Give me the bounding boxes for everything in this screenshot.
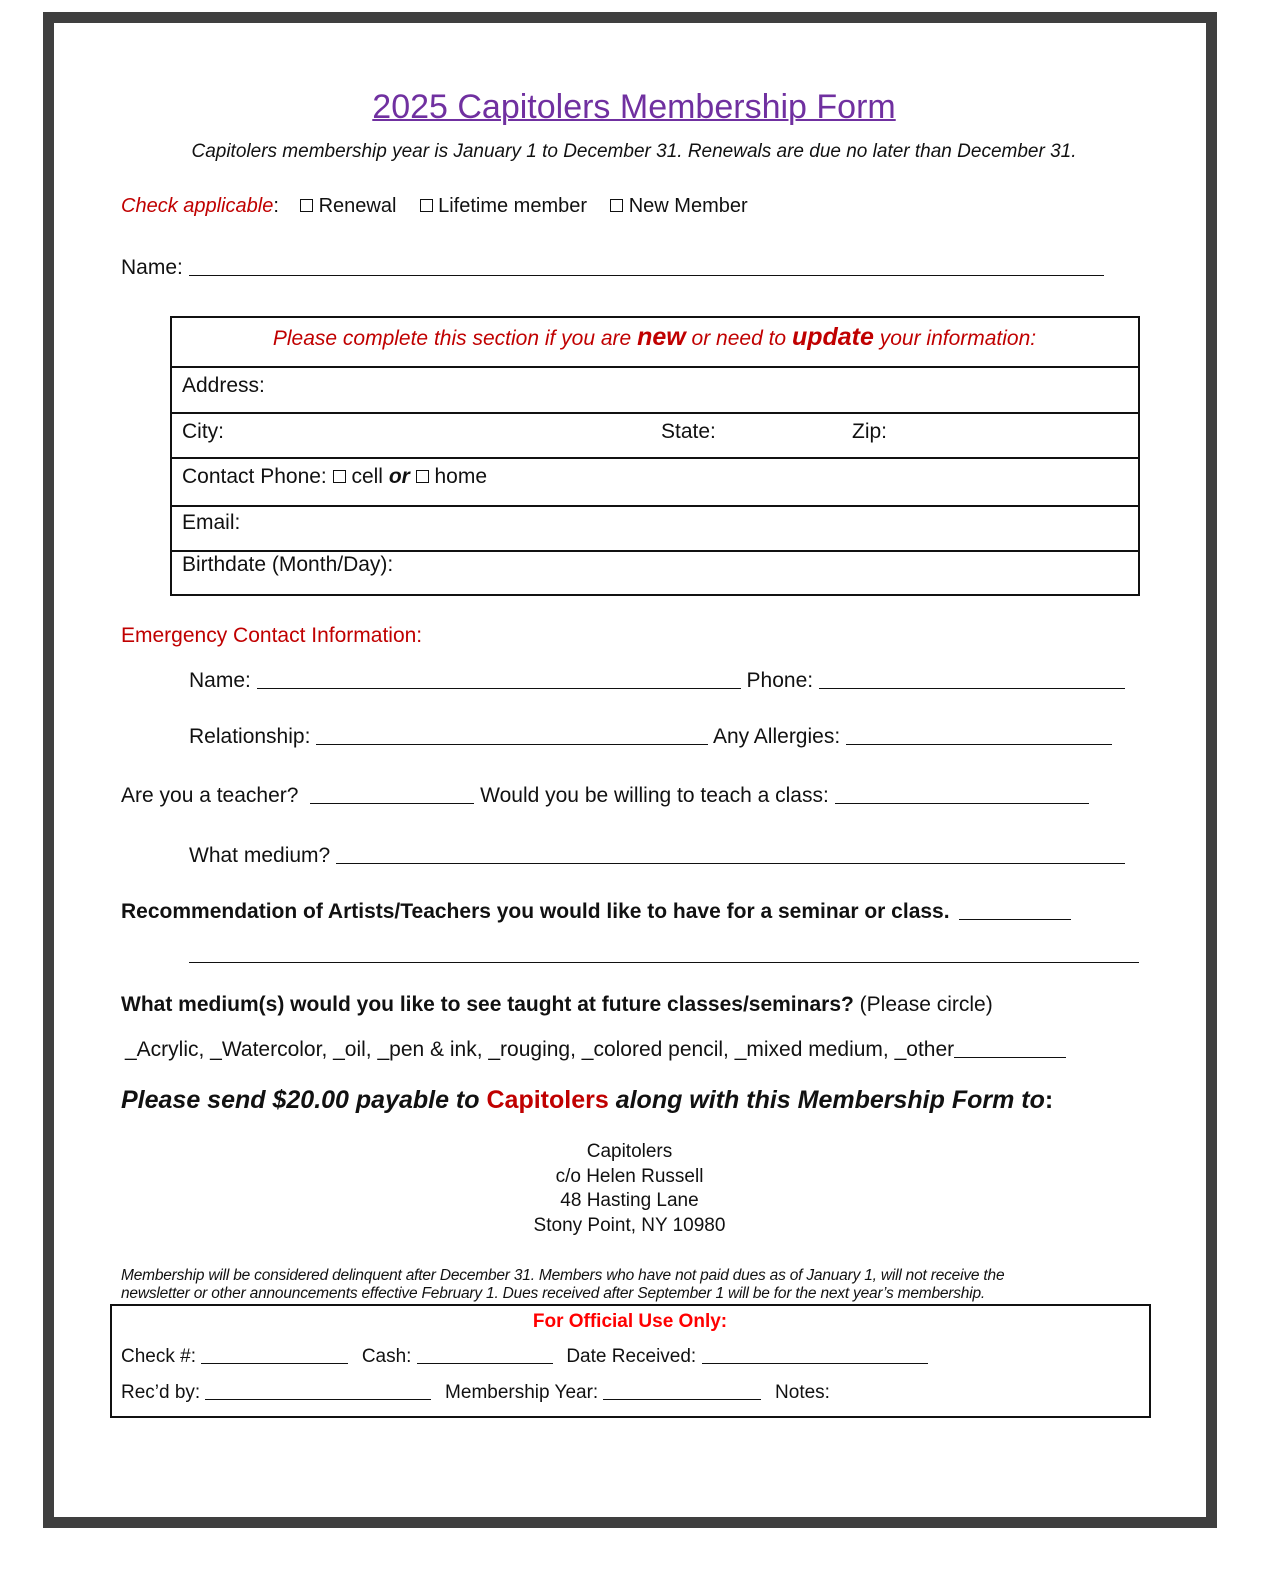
future-medium-note: (Please circle): [859, 993, 993, 1016]
emergency-phone-label: Phone:: [746, 669, 814, 692]
address-line-3: 48 Hasting Lane: [560, 1190, 699, 1211]
date-received-label: Date Received:: [566, 1346, 697, 1367]
birthdate-label: Birthdate (Month/Day):: [182, 553, 394, 576]
check-number-field[interactable]: [201, 1363, 348, 1364]
address-line-1: Capitolers: [586, 1141, 673, 1162]
new-emphasis: new: [637, 323, 686, 351]
official-heading: For Official Use Only:: [532, 1311, 728, 1332]
recommendation-field[interactable]: [959, 919, 1071, 920]
medium-field[interactable]: [336, 863, 1125, 864]
home-checkbox[interactable]: [416, 470, 429, 483]
address-line-2: c/o Helen Russell: [555, 1165, 704, 1187]
email-row[interactable]: [172, 505, 1138, 550]
allergies-label: Any Allergies:: [712, 725, 841, 748]
name-field[interactable]: [189, 275, 1104, 276]
check-number-label: Check #:: [121, 1346, 196, 1367]
teacher-row: [121, 784, 1089, 808]
other-field[interactable]: [954, 1057, 1066, 1058]
contact-phone-row[interactable]: [172, 457, 1138, 505]
recd-by-field[interactable]: [205, 1399, 431, 1400]
birthdate-row[interactable]: [172, 550, 1138, 594]
emergency-name-row: [189, 669, 1125, 693]
medium-row: [189, 844, 1125, 868]
city-label: City:: [182, 420, 224, 443]
date-received-field[interactable]: [702, 1363, 928, 1364]
form-title: 2025 Capitolers Membership Form: [372, 88, 896, 126]
relationship-label: Relationship:: [189, 725, 311, 748]
teacher-field[interactable]: [310, 803, 474, 804]
delinquent-note-line1: Membership will be considered delinquent after December 31. Members who have not paid dues as of January 1, will not receive the: [121, 1267, 1005, 1284]
info-section-box: [170, 316, 1140, 596]
email-label: Email:: [182, 511, 241, 534]
medium-question: What medium?: [189, 844, 331, 867]
official-row-1: [121, 1346, 928, 1368]
home-label: home: [434, 465, 488, 488]
check-applicable-label: Check applicable: [121, 195, 274, 217]
cell-label: cell: [351, 465, 383, 488]
emergency-name-label: Name:: [189, 669, 251, 692]
info-section-header: Please complete this section if you are new or need to update your information:: [272, 323, 1037, 351]
lifetime-member-label: Lifetime member: [438, 195, 588, 217]
or-label: or: [388, 465, 410, 488]
future-medium-options-row: [125, 1038, 1066, 1062]
emergency-phone-field[interactable]: [819, 688, 1125, 689]
contact-phone-label: Contact Phone:: [182, 465, 327, 488]
membership-year-label: Membership Year:: [445, 1382, 599, 1403]
relationship-row: [189, 725, 1112, 749]
recommendation-label: Recommendation of Artists/Teachers you would like to have for a seminar or class.: [121, 900, 950, 923]
relationship-field[interactable]: [316, 744, 708, 745]
future-medium-question: What medium(s) would you like to see taught at future classes/seminars?: [121, 993, 854, 1016]
name-label: Name:: [121, 256, 183, 279]
new-member-label: New Member: [628, 195, 748, 217]
address-label: Address:: [182, 374, 265, 397]
cash-field[interactable]: [417, 1363, 553, 1364]
recommendation-row: [121, 900, 1071, 924]
teacher-question: Are you a teacher?: [121, 784, 299, 807]
state-label: State:: [661, 420, 716, 443]
cell-checkbox[interactable]: [333, 470, 346, 483]
city-row[interactable]: [172, 412, 1138, 457]
payee-name: Capitolers: [486, 1086, 609, 1114]
new-member-checkbox[interactable]: [610, 199, 623, 212]
cash-label: Cash:: [361, 1346, 412, 1367]
contact-phone-group: [182, 465, 487, 489]
emergency-heading: Emergency Contact Information:: [121, 624, 423, 647]
official-row-2: [121, 1382, 830, 1404]
delinquent-note-line2: newsletter or other announcements effective February 1. Dues received after September 1 will be for the next year’s membership.: [121, 1285, 985, 1302]
future-medium-options: _Acrylic, _Watercolor, _oil, _pen & ink, _rouging, _colored pencil, _mixed medium, _other: [125, 1038, 955, 1061]
address-line-4: Stony Point, NY 10980: [533, 1214, 726, 1236]
renewal-checkbox[interactable]: [300, 199, 313, 212]
payment-instructions: Please send $20.00 payable to Capitolers along with this Membership Form to:: [121, 1086, 1054, 1114]
name-row: [121, 256, 1104, 280]
renewal-label: Renewal: [318, 195, 397, 217]
mailing-address: [0, 1140, 1259, 1238]
recommendation-field-line2[interactable]: [189, 962, 1139, 963]
zip-label: Zip:: [852, 420, 888, 443]
official-use-box: [110, 1304, 1151, 1418]
willing-question: Would you be willing to teach a class:: [480, 784, 829, 807]
recd-by-label: Rec’d by:: [121, 1382, 201, 1403]
delinquent-note: [121, 1267, 1004, 1303]
allergies-field[interactable]: [846, 744, 1112, 745]
future-medium-row: [121, 993, 993, 1017]
willing-field[interactable]: [835, 803, 1089, 804]
notes-label: Notes:: [775, 1382, 830, 1403]
check-applicable-row: Check applicable: Renewal Lifetime member New Member: [121, 195, 748, 217]
lifetime-member-checkbox[interactable]: [420, 199, 433, 212]
form-subtitle: Capitolers membership year is January 1 to December 31. Renewals are due no later than December 31.: [191, 141, 1077, 162]
address-row[interactable]: [172, 366, 1138, 412]
update-emphasis: update: [791, 323, 874, 351]
emergency-name-field[interactable]: [257, 688, 741, 689]
membership-year-field[interactable]: [603, 1399, 761, 1400]
